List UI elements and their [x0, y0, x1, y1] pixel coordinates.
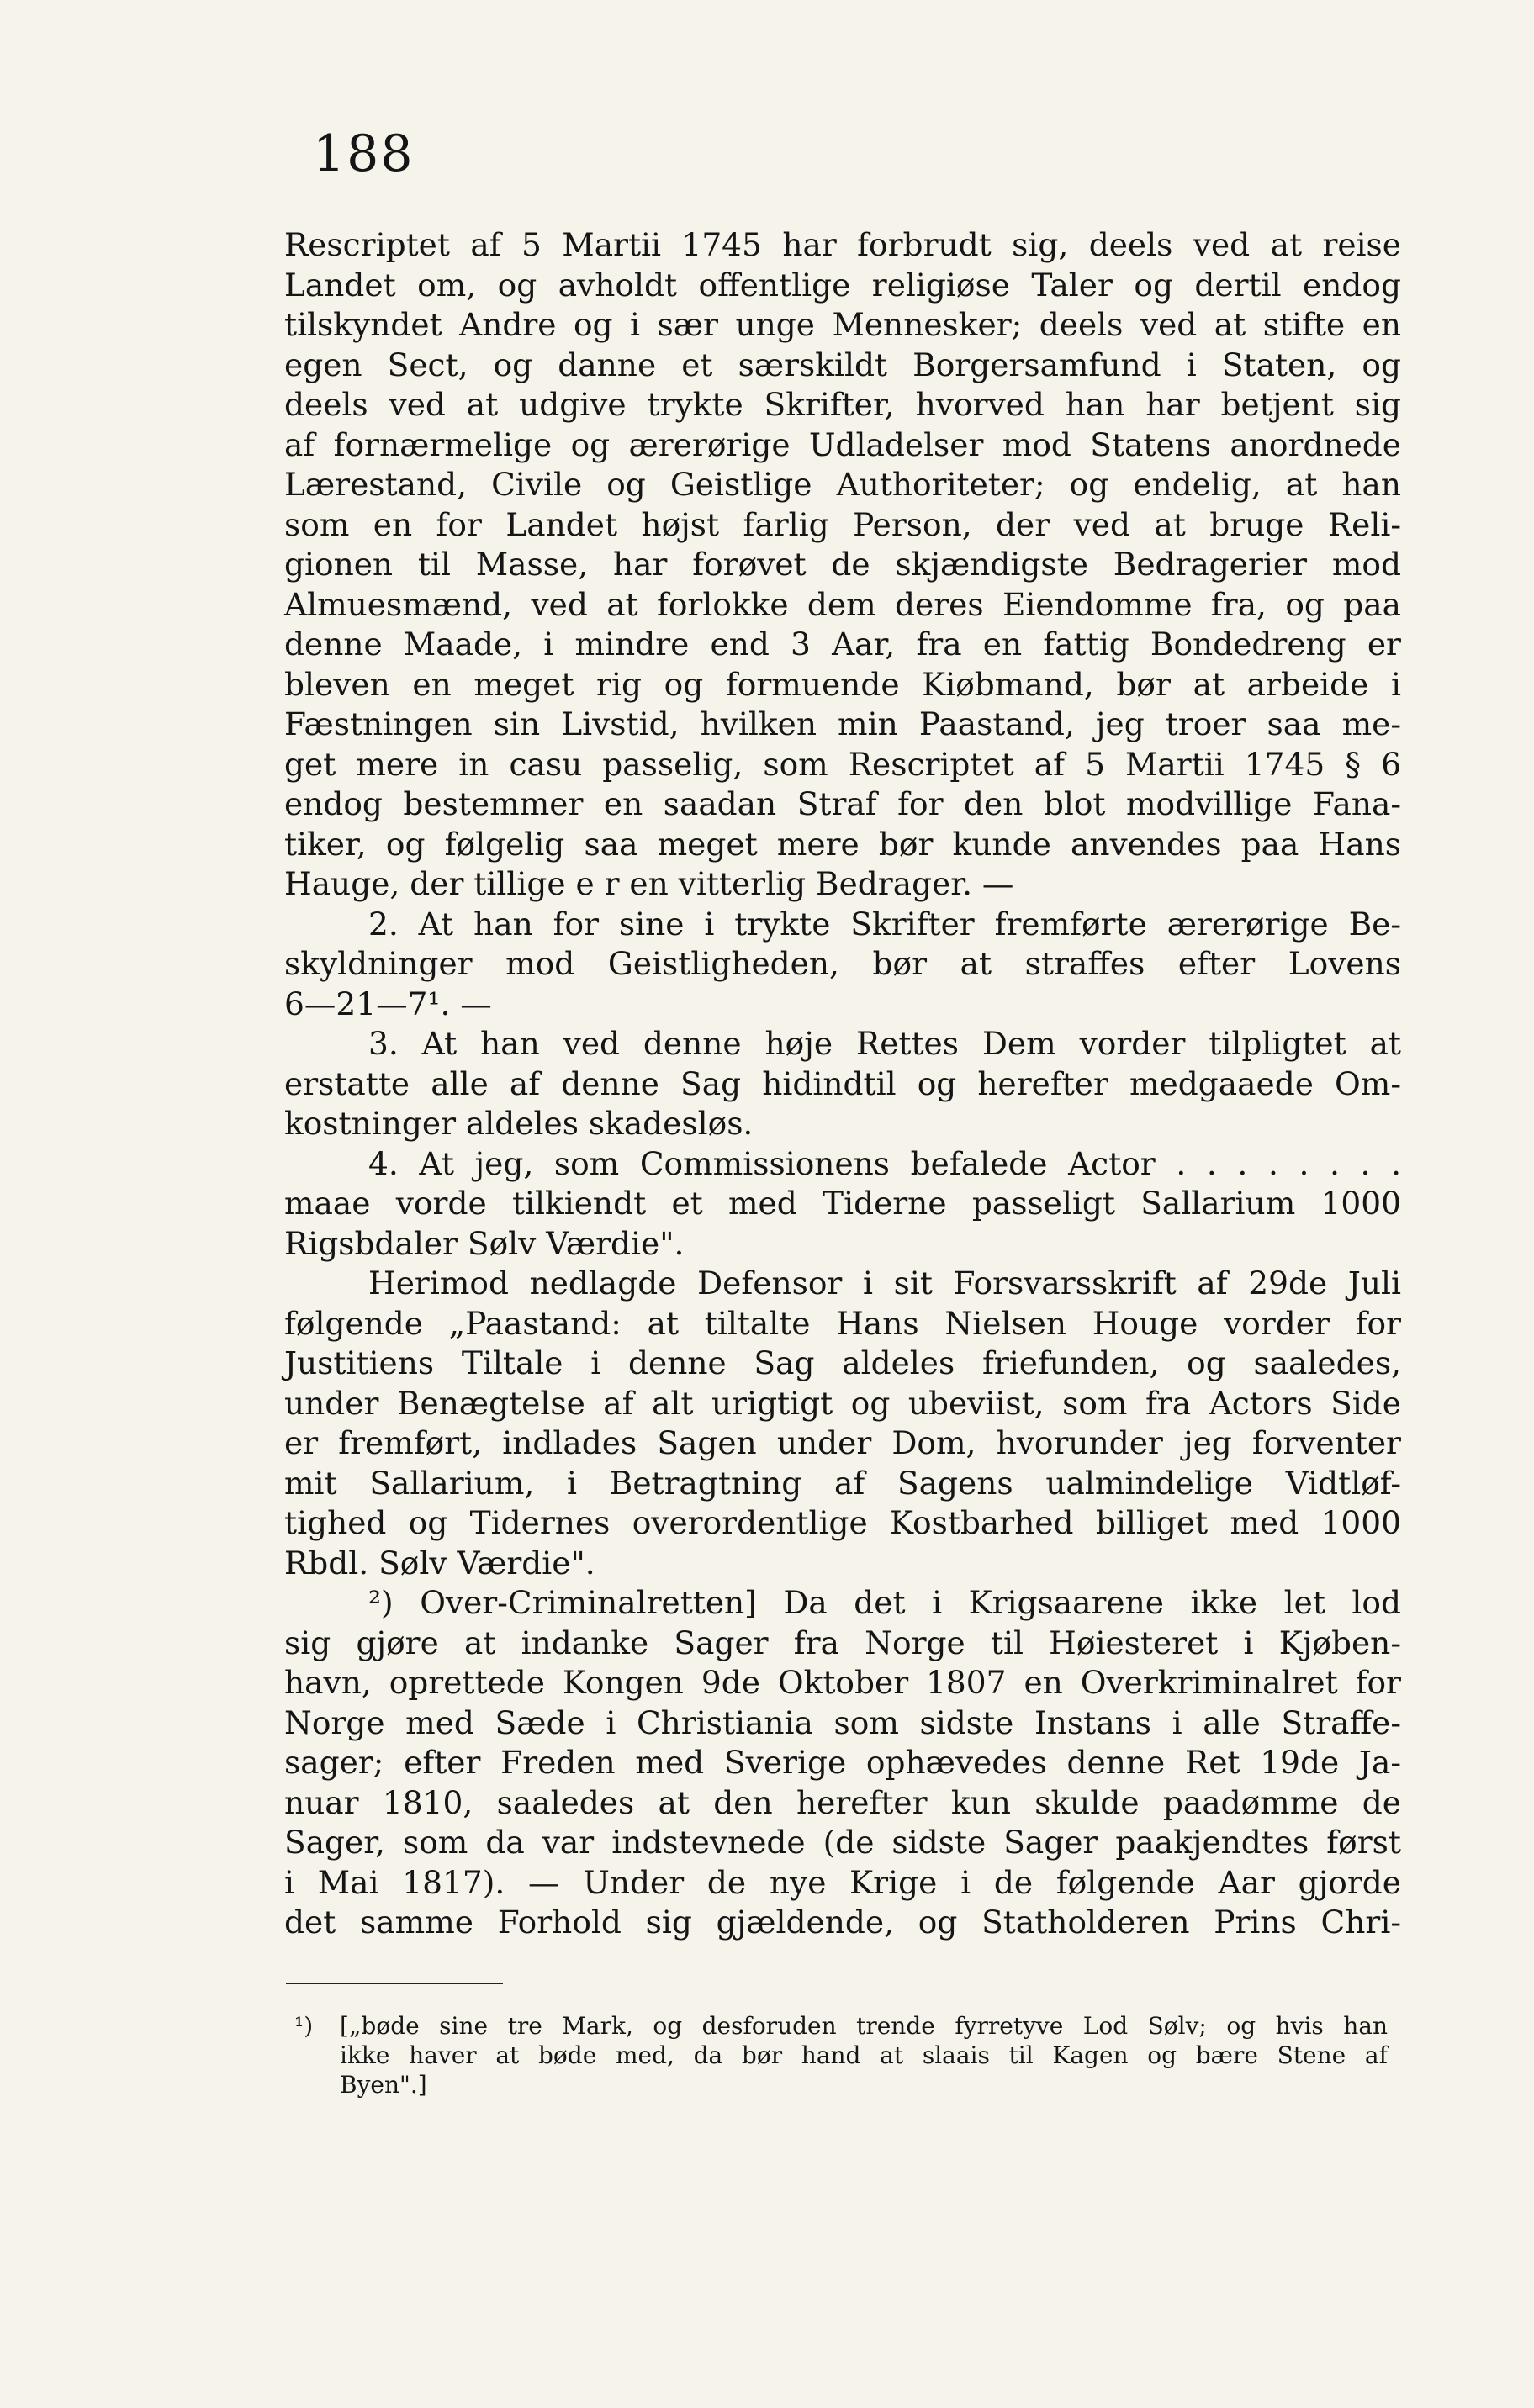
text-line: af fornærmelige og ærerørige Udladelser mod Statens anordnede [284, 425, 1401, 463]
text-line: kostninger aldeles skadesløs. [284, 1105, 754, 1142]
text-line: ²) Over-Criminalretten] Da det i Krigsaarene ikke let lod [368, 1584, 1401, 1621]
text-line: Sager, som da var indstevnede (de sidste Sager paakjendtes først [284, 1824, 1401, 1861]
text-line: det samme Forhold sig gjældende, og Statholderen Prins Chri- [284, 1904, 1401, 1941]
text-line: Fæstningen sin Livstid, hvilken min Paastand, jeg troer saa me- [284, 705, 1401, 742]
text-line: Rigsbdaler Sølv Værdie". [284, 1224, 685, 1262]
text-line: Herimod nedlagde Defensor i sit Forsvarsskrift af 29de Juli [368, 1265, 1401, 1302]
text-line: havn, oprettede Kongen 9de Oktober 1807 en Overkriminalret for [284, 1664, 1401, 1701]
text-line: Rbdl. Sølv Værdie". [284, 1544, 595, 1582]
footnote-divider [286, 1983, 503, 1984]
footnote [294, 2011, 1388, 2099]
text-line: maae vorde tilkiendt et med Tiderne passeligt Sallarium 1000 [284, 1185, 1401, 1222]
body-text [284, 225, 1401, 1943]
text-line: egen Sect, og danne et særskildt Borgersamfund i Staten, og [284, 346, 1401, 383]
text-line: skyldninger mod Geistligheden, bør at straffes efter Lovens [284, 945, 1401, 982]
text-line: 3. At han ved denne høje Rettes Dem vorder tilpligtet at [368, 1025, 1401, 1062]
text-line: tighed og Tidernes overordentlige Kostbarhed billiget med 1000 [284, 1504, 1401, 1541]
text-line: 4. At jeg, som Commissionens befalede Actor . . . . . . . . [368, 1144, 1401, 1182]
text-line: følgende „Paastand: at tiltalte Hans Nielsen Houge vorder for [284, 1304, 1401, 1342]
text-line: Hauge, der tillige e r en vitterlig Bedrager. — [284, 865, 1014, 902]
text-line: Rescriptet af 5 Martii 1745 har forbrudt sig, deels ved at reise [284, 226, 1401, 263]
text-line: Lærestand, Civile og Geistlige Authoriteter; og endelig, at han [284, 466, 1401, 503]
text-line: er fremført, indlades Sagen under Dom, hvorunder jeg forventer [284, 1424, 1401, 1461]
footnote-marker: ¹) [294, 2012, 314, 2040]
text-line: Landet om, og avholdt offentlige religiøse Taler og dertil endog [284, 266, 1401, 304]
text-line: get mere in casu passelig, som Rescriptet af 5 Martii 1745 § 6 [284, 745, 1401, 783]
footnote-line: Byen".] [340, 2071, 427, 2099]
text-line: erstatte alle af denne Sag hidindtil og herefter medgaaede Om- [284, 1064, 1401, 1102]
footnote-line [294, 2011, 1388, 2041]
footnote-line: ikke haver at bøde med, da bør hand at slaais til Kagen og bære Stene af [340, 2041, 1388, 2069]
page-number: 188 [313, 124, 415, 183]
text-line: Justitiens Tiltale i denne Sag aldeles friefunden, og saaledes, [284, 1344, 1401, 1381]
text-line: Almuesmænd, ved at forlokke dem deres Eiendomme fra, og paa [284, 585, 1401, 623]
text-line: sager; efter Freden med Sverige ophævedes denne Ret 19de Ja- [284, 1744, 1401, 1781]
text-line: endog bestemmer en saadan Straf for den blot modvillige Fana- [284, 785, 1401, 822]
text-line: tilskyndet Andre og i sær unge Mennesker; deels ved at stifte en [284, 306, 1401, 343]
text-line: tiker, og følgelig saa meget mere bør kunde anvendes paa Hans [284, 825, 1401, 863]
text-line: Norge med Sæde i Christiania som sidste Instans i alle Straffe- [284, 1703, 1401, 1741]
text-line: sig gjøre at indanke Sager fra Norge til Høiesteret i Kjøben- [284, 1624, 1401, 1661]
text-line: denne Maade, i mindre end 3 Aar, fra en fattig Bondedreng er [284, 626, 1401, 663]
text-line: mit Sallarium, i Betragtning af Sagens ualmindelige Vidtløf- [284, 1464, 1401, 1502]
text-line: gionen til Masse, har forøvet de skjændigste Bedragerier mod [284, 546, 1401, 583]
text-line: deels ved at udgive trykte Skrifter, hvorved han har betjent sig [284, 386, 1401, 423]
text-line: i Mai 1817). — Under de nye Krige i de følgende Aar gjorde [284, 1863, 1401, 1901]
text-line: nuar 1810, saaledes at den herefter kun skulde paadømme de [284, 1783, 1401, 1821]
footnote-text: [„bøde sine tre Mark, og desforuden trende fyrretyve Lod Sølv; og hvis han [340, 2012, 1388, 2040]
text-line: bleven en meget rig og formuende Kiøbmand, bør at arbeide i [284, 665, 1401, 703]
text-line: under Benægtelse af alt urigtigt og ubeviist, som fra Actors Side [284, 1384, 1401, 1422]
text-line: som en for Landet højst farlig Person, der ved at bruge Reli- [284, 505, 1401, 543]
text-line: 2. At han for sine i trykte Skrifter fremførte ærerørige Be- [368, 905, 1401, 943]
text-line: 6—21—7¹. — [284, 985, 492, 1022]
